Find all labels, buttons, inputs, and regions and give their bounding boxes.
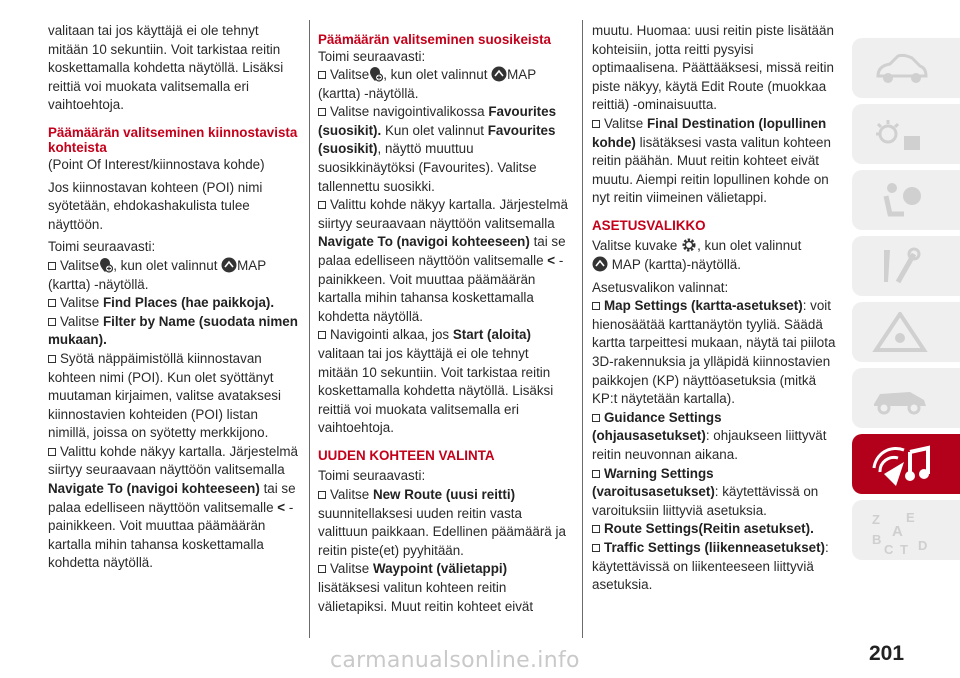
map-pin-plus-icon <box>99 257 113 273</box>
map-pin-plus-icon <box>369 66 383 82</box>
watermark: carmanualsonline.info <box>330 648 580 673</box>
navigation-arrow-icon <box>491 66 507 82</box>
tab-dashboard[interactable] <box>852 104 960 164</box>
index-letters-icon <box>870 510 934 554</box>
bullet-box-icon <box>592 414 600 422</box>
dashboard-lights-icon <box>870 114 930 154</box>
svg-text:C: C <box>884 542 894 554</box>
navigation-arrow-icon <box>221 257 237 273</box>
step: Warning Settings (varoitusasetukset): käytettävissä on varoituksiin liittyviä asetuksia. <box>592 465 819 518</box>
step: Syötä näppäimistöllä kiinnostavan kohteen nimi (POI). Kun olet syöttänyt muutaman kirjaimen, valitse avataksesi kiinnostavien kohteiden (POI) listan nimillä, joissa on syötetty merkkijono. <box>48 350 281 441</box>
bullet-box-icon <box>592 470 600 478</box>
step: Guidance Settings (ohjausasetukset): ohjaukseen liittyvät reitin neuvonnan aikana. <box>592 409 827 462</box>
bullet-box-icon <box>318 331 326 339</box>
chapter-tabs <box>852 38 960 566</box>
warning-triangle-icon <box>870 312 930 352</box>
svg-text:T: T <box>900 542 908 554</box>
tab-car[interactable] <box>852 38 960 98</box>
multimedia-icon <box>870 444 934 488</box>
bullet-box-icon <box>318 201 326 209</box>
paragraph: Valitse kuvake , kun olet valinnut MAP (kartta)-näytöllä. <box>592 238 802 273</box>
paragraph: Toimi seuraavasti: <box>318 48 426 64</box>
tab-emergency[interactable] <box>852 302 960 362</box>
step: Map Settings (kartta-asetukset): voit hienosäätää karttanäytön tyyliä. Säädä kartta tarpeittesi mukaan, näytä tai piilota 3D-rakennuksia ja ylläpidä kiinnostavien paikkojen (KP) näyttöasetuksia (mitkä KP:t näytetään kartalla). <box>592 298 836 407</box>
step: Navigointi alkaa, jos Start (aloita) valitaan tai jos käyttäjä ei ole tehnyt mitään 10 sekuntiin. Voit tarkistaa reitin koskettamalla kohdetta näytöllä. Lisäksi reittiä voi muokata valitsemalla eri vaihtoehtoja. <box>318 327 554 436</box>
navigation-arrow-icon <box>592 256 608 272</box>
bullet-box-icon <box>318 108 326 116</box>
section-heading: ASETUSVALIKKO <box>592 217 706 233</box>
section-heading: UUDEN KOHTEEN VALINTA <box>318 447 495 463</box>
bullet-box-icon <box>592 525 600 533</box>
bullet-box-icon <box>48 299 56 307</box>
step: Valitse Final Destination (lopullinen kohde) lisätäksesi vasta valitun kohteen reitin päähän. Muut reitin kohteet eivät muutu. Aiempi reitin lopullinen kohde on nyt reitin viimeinen välietappi. <box>592 115 831 206</box>
tab-maintenance[interactable] <box>852 236 960 296</box>
step: Valittu kohde näkyy kartalla. Järjestelmä siirtyy seuraavaan näyttöön valitsemalla Navigate To (navigoi kohteeseen) tai se palaa edelliseen näyttöön valitsemalle < -painikkeen. Voit muuttaa päämäärän kartalla mihin tahansa koskettamalla kohdetta näytöllä. <box>318 197 568 324</box>
step: Traffic Settings (liikenneasetukset): käytettävissä on liikenteeseen liittyviä asetuksia. <box>592 539 829 593</box>
bullet-box-icon <box>592 302 600 310</box>
svg-text:E: E <box>906 510 915 525</box>
column-2 <box>318 22 572 616</box>
step: Valitse , kun olet valinnut MAP (kartta) -näytöllä. <box>48 257 266 292</box>
tab-specs[interactable] <box>852 368 960 428</box>
gear-icon <box>681 237 697 253</box>
bullet-box-icon <box>318 565 326 573</box>
svg-text:Z: Z <box>872 512 880 527</box>
tab-safety[interactable] <box>852 170 960 230</box>
car-icon <box>870 48 930 88</box>
paragraph: Jos kiinnostavan kohteen (POI) nimi syötetään, ehdokashakulista tulee näyttöön. <box>48 179 263 232</box>
step: Valitse Waypoint (välietappi) lisätäksesi valitun kohteen reitin välietapiksi. Muut reitin kohteet eivät <box>318 561 534 614</box>
bullet-box-icon <box>592 544 600 552</box>
paragraph: muutu. Huomaa: uusi reitin piste lisätään kohteisiin, jotta reitti pysyisi optimaalisena. Päättääksesi, missä reitin piste näkyy, käytä Edit Route (muokkaa reittiä) -ominaisuutta. <box>592 23 834 113</box>
step: Route Settings(Reitin asetukset). <box>592 520 842 539</box>
svg-text:D: D <box>918 538 928 553</box>
paragraph: (Point Of Interest/kiinnostava kohde) <box>48 156 265 172</box>
svg-text:B: B <box>872 532 882 547</box>
paragraph: Toimi seuraavasti: <box>48 239 156 255</box>
paragraph: Asetusvalikon valinnat: <box>592 279 729 295</box>
paragraph: valitaan tai jos käyttäjä ei ole tehnyt mitään 10 sekuntiin. Voit tarkistaa reitin koskettamalla kohdetta näytöllä. Lisäksi reittiä voi muokata valitsemalla eri vaihtoehtoja. <box>48 23 284 113</box>
seat-airbag-icon <box>870 180 930 220</box>
tab-multimedia[interactable] <box>852 434 960 494</box>
bullet-box-icon <box>318 71 326 79</box>
tab-index[interactable] <box>852 500 960 560</box>
page-number: 201 <box>869 642 905 665</box>
step: Valitse Find Places (hae paikkoja). <box>48 294 302 313</box>
section-heading: Päämäärän valitseminen suosikeista <box>318 32 551 47</box>
step: Valitse New Route (uusi reitti) suunnitellaksesi uuden reitin vasta valittuun paikkaan. Edellinen päämäärä ja reitin piste(et) pyyhitään. <box>318 487 566 558</box>
column-divider <box>309 20 310 638</box>
bullet-box-icon <box>48 318 56 326</box>
step: Valitse , kun olet valinnut MAP (kartta) -näytöllä. <box>318 67 536 101</box>
paragraph: Toimi seuraavasti: <box>318 468 426 484</box>
bullet-box-icon <box>592 120 600 128</box>
column-divider <box>582 20 583 638</box>
car-side-icon <box>870 378 930 418</box>
column-3 <box>592 22 842 595</box>
column-1 <box>48 22 302 573</box>
bullet-box-icon <box>48 448 56 456</box>
wrench-tools-icon <box>870 246 930 286</box>
bullet-box-icon <box>48 262 56 270</box>
section-heading: Päämäärän valitseminen kiinnostavista kohteista <box>48 124 298 156</box>
step: Valittu kohde näkyy kartalla. Järjestelmä siirtyy seuraavaan näyttöön valitsemalla Navigate To (navigoi kohteeseen) tai se palaa edelliseen näyttöön valitsemalle < -painikkeen. Voit muuttaa päämäärän kartalla mihin tahansa koskettamalla kohdetta näytöllä. <box>48 443 298 571</box>
svg-text:A: A <box>892 523 903 540</box>
bullet-box-icon <box>318 491 326 499</box>
step: Valitse Filter by Name (suodata nimen mukaan). <box>48 313 298 348</box>
bullet-box-icon <box>48 355 56 363</box>
step: Valitse navigointivalikossa Favourites (suosikit). Kun olet valinnut Favourites (suosikit), näyttö muuttuu suosikkinäytöksi (Favourites). Valitse tallennettu suosikki. <box>318 104 557 194</box>
